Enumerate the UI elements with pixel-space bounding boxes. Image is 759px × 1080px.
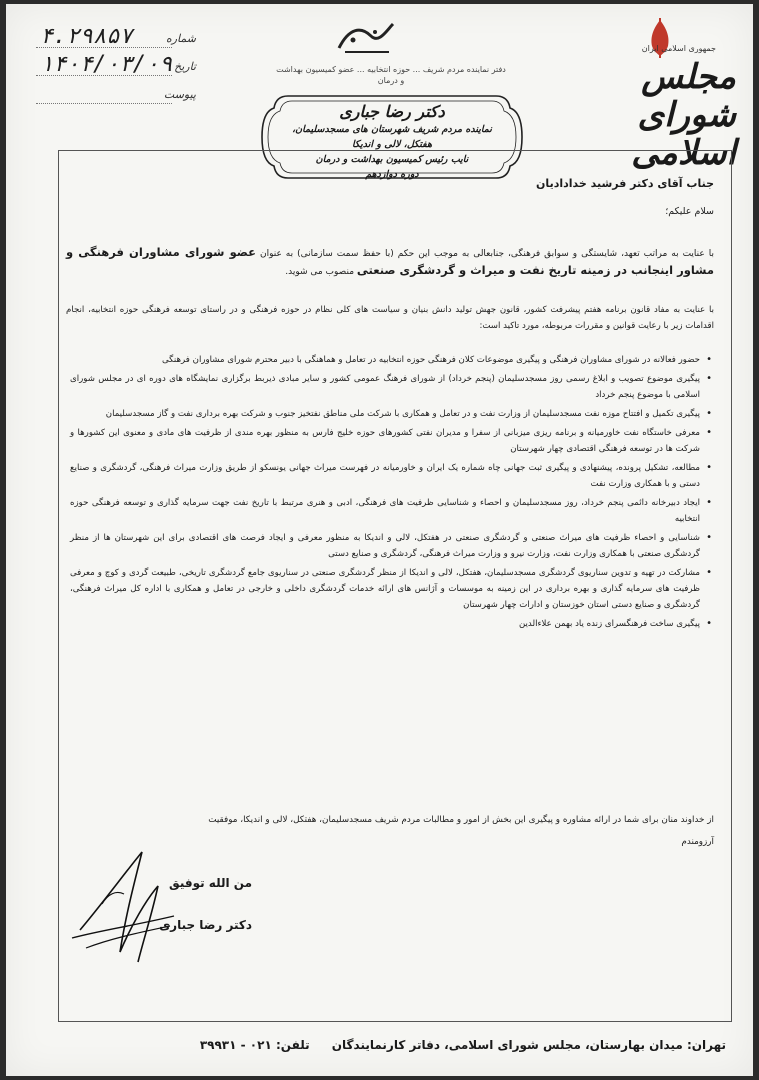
stamp-line-2: نایب رئیس کمیسیون بهداشت و درمان [315,154,469,165]
footer-address: تهران: میدان بهارستان، مجلس شورای اسلامی، دفاتر کارنمایندگان [331,1038,726,1052]
appointment-paragraph [66,244,714,280]
appointment-title: عضو شورای مشاوران فرهنگی و مشاور اینجانب در زمینه تاریخ نفت و میراث و گردشگری صنعتی [66,245,714,277]
signer-name: دکتر رضا جباری [159,918,252,932]
list-item: • شناسایی و احصاء ظرفیت های میراث صنعتی و گردشگری صنعتی در هفتکل، لالی و اندیکا به منظور معرفی و ایجاد فرصت های اقتصادی برای این شهرستان ها از منظر گردشگری صنعتی با همکاری وزارت نفت، وزارت نیرو و وزارت میراث فرهنگی، گردشگری و صنایع دستی [70,530,714,562]
office-caption: دفتر نماینده مردم شریف ... حوزه انتخابیه ... عضو کمیسیون بهداشت و درمان [276,65,506,85]
stamp-name: دکتر رضا جباری [339,102,445,121]
number-label: شماره [165,32,196,45]
list-item: • مشارکت در تهیه و تدوین سناریوی گردشگری مسجدسلیمان، هفتکل، لالی و اندیکا از منظر گردشگری صنعتی در سناریوی جامع گردشگری تاریخی، طبیعت گردی و کوچ و معرفی ظرفیت های سرمایه گذاری و بهره برداری در این زمینه به موسسات و آژانس های ارائه خدمات گردشگری داخلی و خارجی در تعامل و همکاری با اداره کل میراث فرهنگی، گردشگری و صنایع دستی استان خوزستان و ادارات چهار شهرستان [70,565,714,613]
letter-number: ۴.۲۹۸۵۷ [40,24,133,49]
iran-emblem-icon [640,16,680,62]
list-item: • معرفی خاستگاه نفت خاورمیانه و برنامه ریزی میزبانی از سفرا و مدیران نفتی کشورهای حوزه خلیج فارس به منظور بهره مندی از ظرفیت های مادی و معنوی این کشورها و شرکت ها در توسعه فرهنگی اقتصادی چهار شهرستان [70,425,714,457]
footer-contact [126,1038,726,1052]
handwritten-signature-icon [62,834,182,974]
parliament-logo-title: مجلس شورای اسلامی [631,57,736,173]
appointment-text-end: منصوب می شوید. [285,267,355,277]
duties-list [70,352,714,635]
appointment-text-start: با عنایت به مراتب تعهد، شایستگی و سوابق فرهنگی، جنابعالی به موجب این حکم (با حفظ سمت سازمانی) به عنوان [259,249,714,259]
list-item: • پیگیری ساخت فرهنگسرای زنده یاد بهمن علاءالدین [70,616,714,632]
attachment-label: پیوست [163,88,196,101]
letter-page [6,4,753,1076]
list-item: • مطالعه، تشکیل پرونده، پیشنهادی و پیگیری ثبت جهانی چاه شماره یک ایران و خاورمیانه در فهرست میراث جهانی یونسکو از طریق وزارت میراث فرهنگی، گردشگری و صنایع دستی و با همکاری وزارت نفت [70,460,714,492]
list-item: • پیگیری موضوع تصویب و ابلاغ رسمی روز مسجدسلیمان (پنجم خرداد) از شورای فرهنگ عمومی کشور و سایر مبادی ذیربط برگزاری نمایشگاه های دوره ای در مجلس شورای اسلامی با موضوع پنجم خرداد [70,371,714,403]
list-item: • پیگیری تکمیل و افتتاح موزه نفت مسجدسلیمان از وزارت نفت و در تعامل و همکاری با شرکت ملی مناطق نفتخیز جنوب و شرکت بهره برداری نفت و گاز مسجدسلیمان [70,406,714,422]
logo-subtitle: جمهوری اسلامی ایران [641,44,716,53]
stamp-line-1: نماینده مردم شریف شهرستان های مسجدسلیمان، هفتکل، لالی و اندیکا [292,124,492,150]
greeting: سلام علیکم؛ [665,206,714,217]
letter-date: ۱۴۰۴/۰۳/۰۹ [40,52,173,77]
signoff-phrase: من الله توفیق [169,876,252,890]
context-paragraph: با عنایت به مفاد قانون برنامه هفتم پیشرفت کشور، قانون جهش تولید دانش بنیان و سیاست های کلی نظام در حوزه فرهنگی و در راستای توسعه فرهنگی حوزه انتخابیه، انجام اقدامات زیر با رعایت قوانین و مقررات مربوطه، مورد تاکید است: [66,305,714,331]
closing-line: از خداوند منان برای شما در ارائه مشاوره و پیگیری این بخش از امور و مطالبات مردم شریف مسجدسلیمان، هفتکل، لالی و اندیکا، موفقیت [208,815,714,825]
phone-number: ۰۲۱ - ۳۹۹۳۱ [199,1038,272,1052]
list-item: • حضور فعالانه در شورای مشاوران فرهنگی و پیگیری موضوعات کلان فرهنگی حوزه انتخابیه در تعامل و هماهنگی با دبیر محترم شورای مشاوران فرهنگی [70,352,714,368]
closing-wish: آرزومندم [681,837,714,847]
phone-label: تلفن: [275,1038,310,1052]
date-label: تاریخ [174,60,196,73]
office-emblem-icon [331,18,401,58]
addressee: جناب آقای دکتر فرشید خدادادیان [536,177,714,190]
stamp-line-3: دوره دوازدهم [365,169,419,180]
list-item: • ایجاد دبیرخانه دائمی پنجم خرداد، روز مسجدسلیمان و احصاء و شناسایی ظرفیت های فرهنگی، ادبی و هنری مرتبط با تاریخ نفت جهت سرمایه گذاری و توسعه فرهنگی حوزه انتخابیه [70,495,714,527]
reference-block [36,24,196,108]
